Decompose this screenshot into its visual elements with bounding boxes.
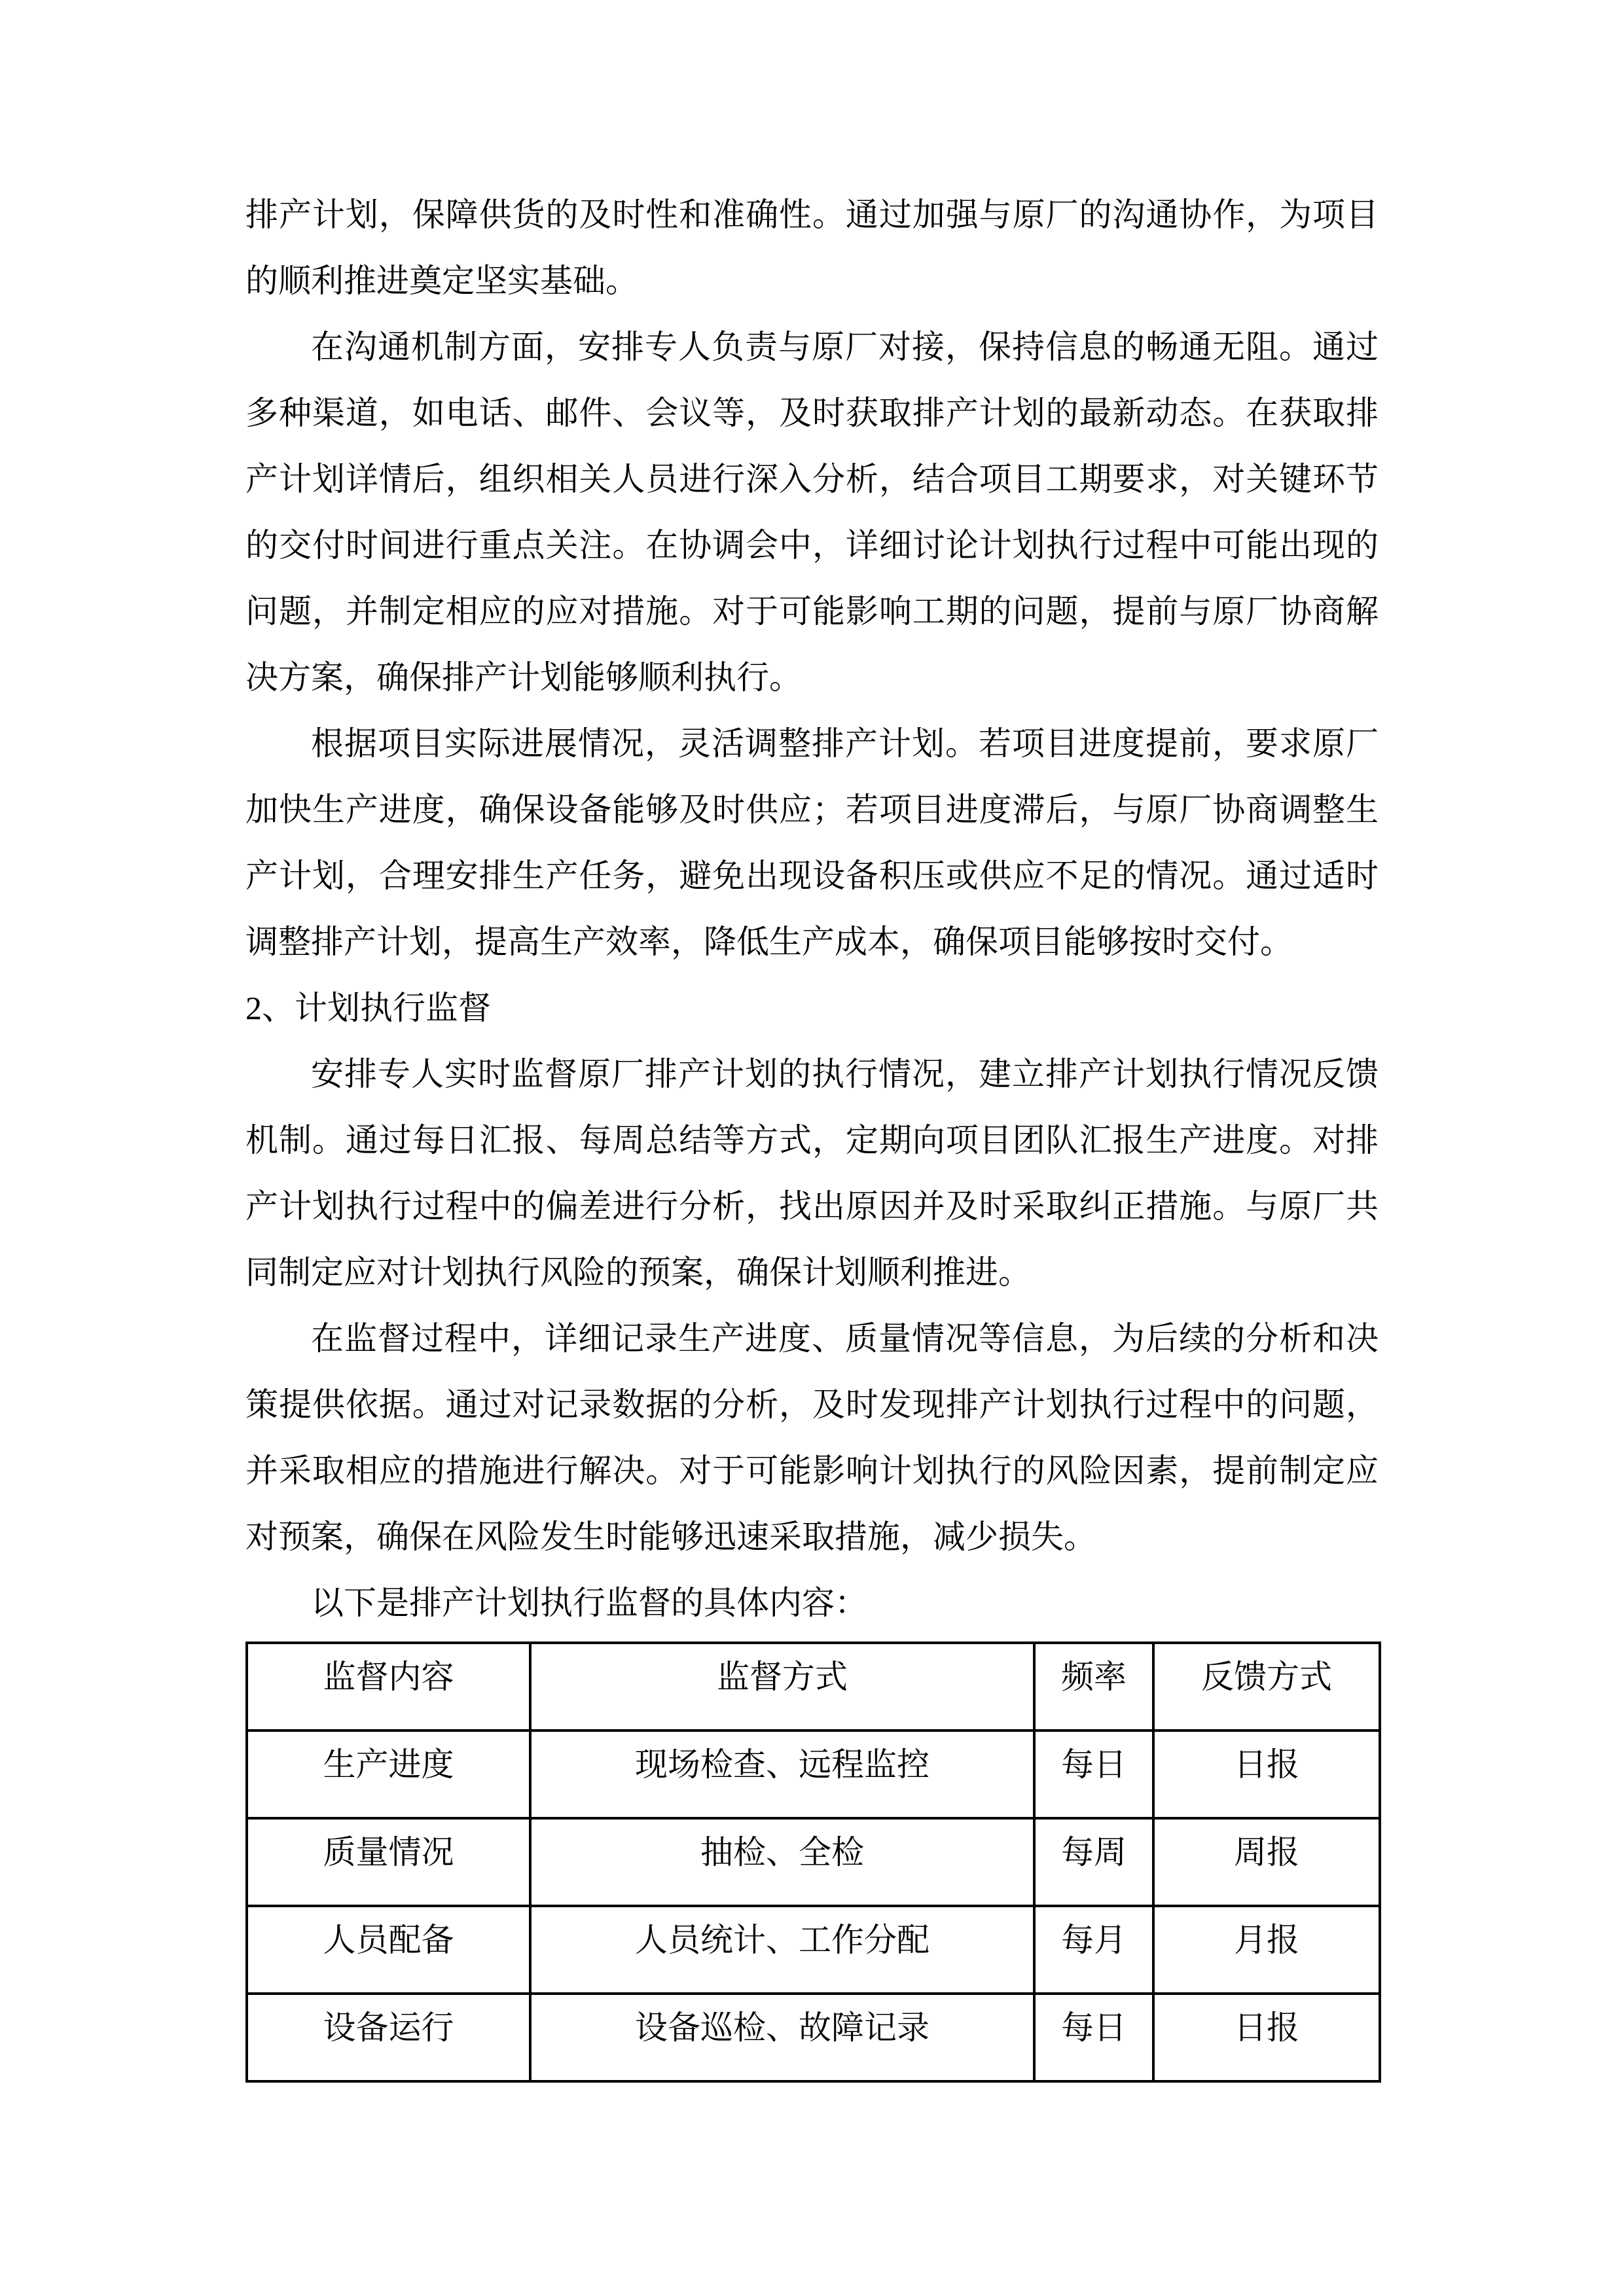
table-intro-paragraph: 以下是排产计划执行监督的具体内容：: [311, 1585, 867, 1621]
table-header-cell: 反馈方式: [1153, 1643, 1380, 1731]
text-paragraph: 在监督过程中，详细记录生产进度、质量情况等信息，为后续的分析和决策提供依据。通过对记录数据的分析，及时发现排产计划执行过程中的问题，并采取相应的措施进行解决。对于可能影响计划执行的风险因素，提前制定应对预案，确保在风险发生时能够迅速采取措施，减少损失。: [245, 1320, 1379, 1555]
table-header-cell: 频率: [1034, 1643, 1153, 1731]
table-cell: 每月: [1034, 1906, 1153, 1994]
document-body: [245, 182, 1379, 2083]
text-paragraph: 在沟通机制方面，安排专人负责与原厂对接，保持信息的畅通无阻。通过多种渠道，如电话、邮件、会议等，及时获取排产计划的最新动态。在获取排产计划详情后，组织相关人员进行深入分析，结合项目工期要求，对关键环节的交付时间进行重点关注。在协调会中，详细讨论计划执行过程中可能出现的问题，并制定相应的应对措施。对于可能影响工期的问题，提前与原厂协商解决方案，确保排产计划能够顺利执行。: [245, 329, 1379, 696]
table-cell: 设备巡检、故障记录: [530, 1994, 1034, 2081]
table-header-row: [247, 1643, 1380, 1731]
table-cell: 生产进度: [247, 1731, 530, 1818]
supervision-table: [245, 1641, 1381, 2083]
table-cell: 抽检、全检: [530, 1818, 1034, 1906]
table-cell: 日报: [1153, 1731, 1380, 1818]
table-cell: 设备运行: [247, 1994, 530, 2081]
table-cell: 现场检查、远程监控: [530, 1731, 1034, 1818]
table-cell: 周报: [1153, 1818, 1380, 1906]
table-header-cell: 监督内容: [247, 1643, 530, 1731]
table-row: [247, 1731, 1380, 1818]
table-row: [247, 1818, 1380, 1906]
table-cell: 月报: [1153, 1906, 1380, 1994]
text-paragraph-continuation: 排产计划，保障供货的及时性和准确性。通过加强与原厂的沟通协作，为项目的顺利推进奠定坚实基础。: [245, 196, 1379, 299]
table-header-cell: 监督方式: [530, 1643, 1034, 1731]
table-cell: 日报: [1153, 1994, 1380, 2081]
table-cell: 每周: [1034, 1818, 1153, 1906]
table-cell: 每日: [1034, 1994, 1153, 2081]
table-row: [247, 1994, 1380, 2081]
table-cell: 质量情况: [247, 1818, 530, 1906]
table-cell: 人员配备: [247, 1906, 530, 1994]
table-cell: 每日: [1034, 1731, 1153, 1818]
text-paragraph: 安排专人实时监督原厂排产计划的执行情况，建立排产计划执行情况反馈机制。通过每日汇报、每周总结等方式，定期向项目团队汇报生产进度。对排产计划执行过程中的偏差进行分析，找出原因并及时采取纠正措施。与原厂共同制定应对计划执行风险的预案，确保计划顺利推进。: [245, 1056, 1379, 1291]
table-row: [247, 1906, 1380, 1994]
section-heading: 2、计划执行监督: [245, 990, 491, 1026]
text-paragraph: 根据项目实际进展情况，灵活调整排产计划。若项目进度提前，要求原厂加快生产进度，确保设备能够及时供应；若项目进度滞后，与原厂协商调整生产计划，合理安排生产任务，避免出现设备积压或供应不足的情况。通过适时调整排产计划，提高生产效率，降低生产成本，确保项目能够按时交付。: [245, 725, 1379, 960]
table-cell: 人员统计、工作分配: [530, 1906, 1034, 1994]
